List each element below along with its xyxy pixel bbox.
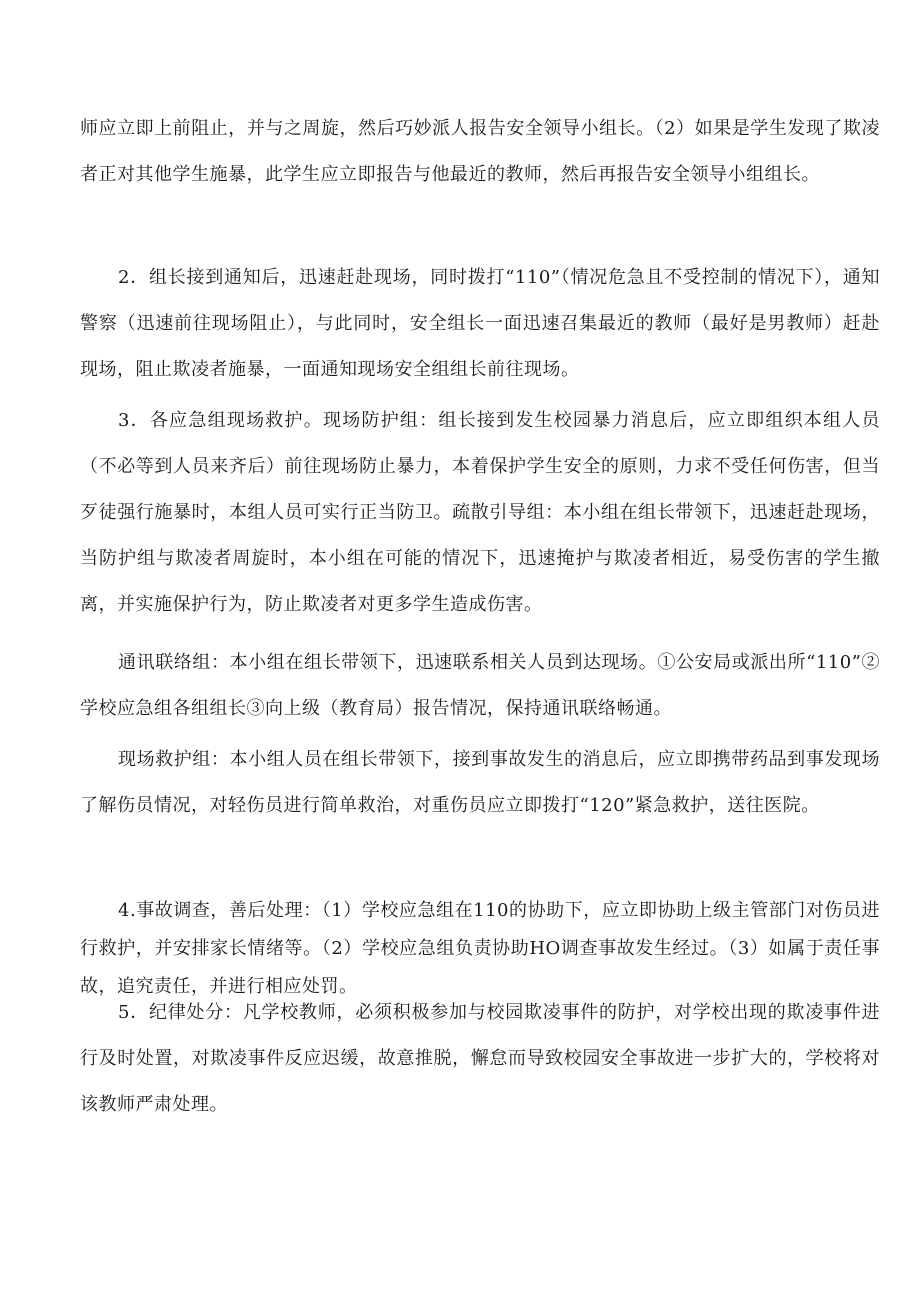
paragraph-step-5-discipline: 5．纪律处分：凡学校教师，必须积极参加与校园欺凌事件的防护，对学校出现的欺凌事件进行及时处置，对欺凌事件反应迟缓，故意推脱，懈怠而导致校园安全事故进一步扩大的，学校将对该教师严肃处理。	[80, 1002, 880, 1115]
paragraph-rescue-group: 现场救护组：本小组人员在组长带领下，接到事故发生的消息后，应立即携带药品到事发现场了解伤员情况，对轻伤员进行简单救治，对重伤员应立即拨打“120”紧急救护，送往医院。	[80, 749, 880, 816]
paragraph-step-3-emergency-rescue: 3．各应急组现场救护。现场防护组：组长接到发生校园暴力消息后，应立即组织本组人员（不必等到人员来齐后）前往现场防止暴力，本着保护学生安全的原则，力求不受任何伤害，但当歹徒强行施暴时，本组人员可实行正当防卫。疏散引导组：本小组在组长带领下，迅速赶赴现场，当防护组与欺凌者周旋时，本小组在可能的情况下，迅速掩护与欺凌者相近，易受伤害的学生撤离，并实施保护行为，防止欺凌者对更多学生造成伤害。	[80, 410, 880, 615]
paragraph-step-2-leader-response: 2．组长接到通知后，迅速赶赴现场，同时拨打“110”（情况危急且不受控制的情况下），通知警察（迅速前往现场阻止），与此同时，安全组长一面迅速召集最近的教师（最好是男教师）赶赴现场，阻止欺凌者施暴，一面通知现场安全组组长前往现场。	[80, 267, 880, 380]
paragraph-step-4-investigation: 4.事故调查，善后处理：（1）学校应急组在110的协助下，应立即协助上级主管部门对伤员进行救护，并安排家长情绪等。（2）学校应急组负责协助HO调查事故发生经过。（3）如属于责任事故，追究责任，并进行相应处罚。	[80, 900, 880, 997]
paragraph-communication-group: 通讯联络组：本小组在组长带领下，迅速联系相关人员到达现场。①公安局或派出所“110”②学校应急组各组组长③向上级（教育局）报告情况，保持通讯联络畅通。	[80, 652, 880, 719]
paragraph-bullying-report: 师应立即上前阻止，并与之周旋，然后巧妙派人报告安全领导小组长。（2）如果是学生发现了欺凌者正对其他学生施暴，此学生应立即报告与他最近的教师，然后再报告安全领导小组组长。	[80, 118, 880, 185]
